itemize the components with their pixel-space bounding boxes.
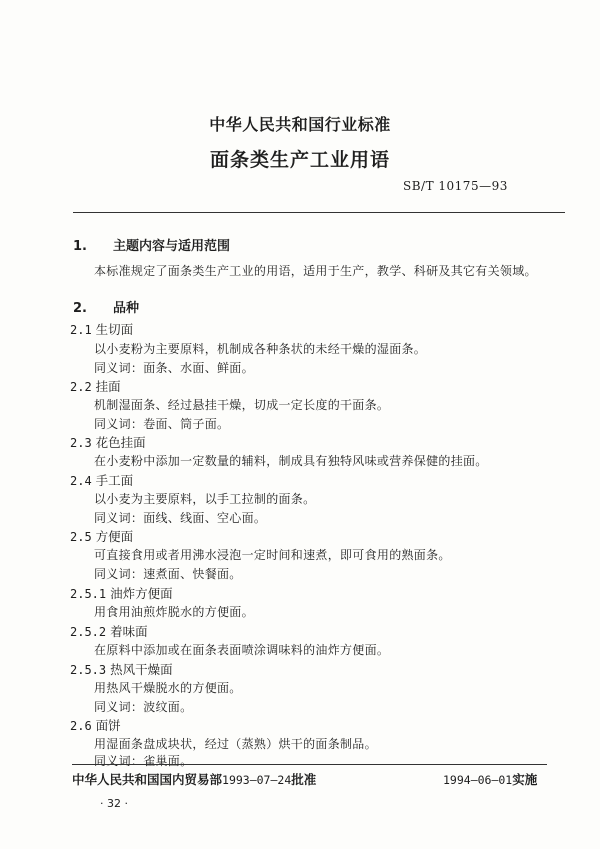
approval-line xyxy=(72,770,316,788)
term-number: 2.5 xyxy=(70,530,92,544)
term-2-6 xyxy=(70,716,121,734)
page-number: · 32 · xyxy=(100,797,128,810)
term-name: 面饼 xyxy=(95,718,121,733)
term-2-2 xyxy=(70,377,121,395)
term-number: 2.6 xyxy=(70,719,92,733)
term-name: 花色挂面 xyxy=(95,435,146,450)
header-divider xyxy=(73,212,565,213)
term-number: 2.1 xyxy=(70,323,92,337)
term-name: 着味面 xyxy=(110,624,148,639)
standard-category: 中华人民共和国行业标准 xyxy=(209,115,391,134)
term-2-4 xyxy=(70,471,133,489)
section-number: 1. xyxy=(73,239,87,254)
standard-number: SB/T 10175—93 xyxy=(403,179,508,193)
term-synonyms: 同义词：波纹面。 xyxy=(94,700,193,714)
term-definition: 在小麦粉中添加一定数量的辅料，制成具有独特风味或营养保健的挂面。 xyxy=(94,454,488,468)
term-name: 挂面 xyxy=(95,379,121,394)
term-number: 2.5.2 xyxy=(70,625,107,639)
term-number: 2.2 xyxy=(70,380,92,394)
term-name: 热风干燥面 xyxy=(110,662,173,677)
section-1-text: 本标准规定了面条类生产工业的用语，适用于生产，教学、科研及其它有关领域。 xyxy=(94,264,537,278)
term-number: 2.3 xyxy=(70,436,92,450)
issuer: 中华人民共和国国内贸易部 xyxy=(72,772,223,787)
term-name: 油炸方便面 xyxy=(110,586,173,601)
term-definition: 用热风干燥脱水的方便面。 xyxy=(94,681,242,695)
approval-label: 批准 xyxy=(291,772,317,787)
term-definition: 可直接食用或者用沸水浸泡一定时间和速煮，即可食用的熟面条。 xyxy=(94,548,451,562)
term-number: 2.5.3 xyxy=(70,663,107,677)
implementation-line xyxy=(443,770,537,788)
term-definition: 在原料中添加或在面条表面喷涂调味料的油炸方便面。 xyxy=(94,643,390,657)
term-definition: 用湿面条盘成块状，经过（蒸熟）烘干的面条制品。 xyxy=(94,737,377,751)
section-title: 主题内容与适用范围 xyxy=(113,239,231,254)
term-synonyms: 同义词：速煮面、快餐面。 xyxy=(94,567,242,581)
term-definition: 以小麦粉为主要原料，机制成各种条状的未经干燥的湿面条。 xyxy=(94,342,427,356)
term-2-1 xyxy=(70,320,133,338)
term-name: 生切面 xyxy=(95,322,134,337)
term-synonyms: 同义词：雀巢面。 xyxy=(94,754,193,768)
term-2-5-2 xyxy=(70,622,148,640)
term-synonyms: 同义词：面线、线面、空心面。 xyxy=(94,511,267,525)
term-synonyms: 同义词：卷面、筒子面。 xyxy=(94,417,230,431)
term-2-5 xyxy=(70,527,133,545)
term-number: 2.5.1 xyxy=(70,587,107,601)
document-title: 面条类生产工业用语 xyxy=(209,149,390,171)
implementation-date: 1994—06—01 xyxy=(443,773,513,787)
term-synonyms: 同义词：面条、水面、鲜面。 xyxy=(94,361,254,375)
implementation-label: 实施 xyxy=(512,772,538,787)
term-2-5-1 xyxy=(70,584,173,602)
approval-date: 1993—07—24 xyxy=(222,773,292,787)
term-definition: 机制湿面条、经过悬挂干燥，切成一定长度的干面条。 xyxy=(94,398,390,412)
section-heading-2 xyxy=(73,297,139,316)
term-definition: 以小麦为主要原料，以手工拉制的面条。 xyxy=(94,492,316,506)
section-heading-1 xyxy=(73,235,230,254)
term-definition: 用食用油煎炸脱水的方便面。 xyxy=(94,605,254,619)
term-2-5-3 xyxy=(70,660,173,678)
footer-divider xyxy=(72,764,547,765)
section-number: 2. xyxy=(73,301,87,316)
term-number: 2.4 xyxy=(70,474,92,488)
term-name: 手工面 xyxy=(95,473,134,488)
term-2-3 xyxy=(70,433,146,451)
section-title: 品种 xyxy=(113,301,140,316)
term-name: 方便面 xyxy=(95,529,134,544)
